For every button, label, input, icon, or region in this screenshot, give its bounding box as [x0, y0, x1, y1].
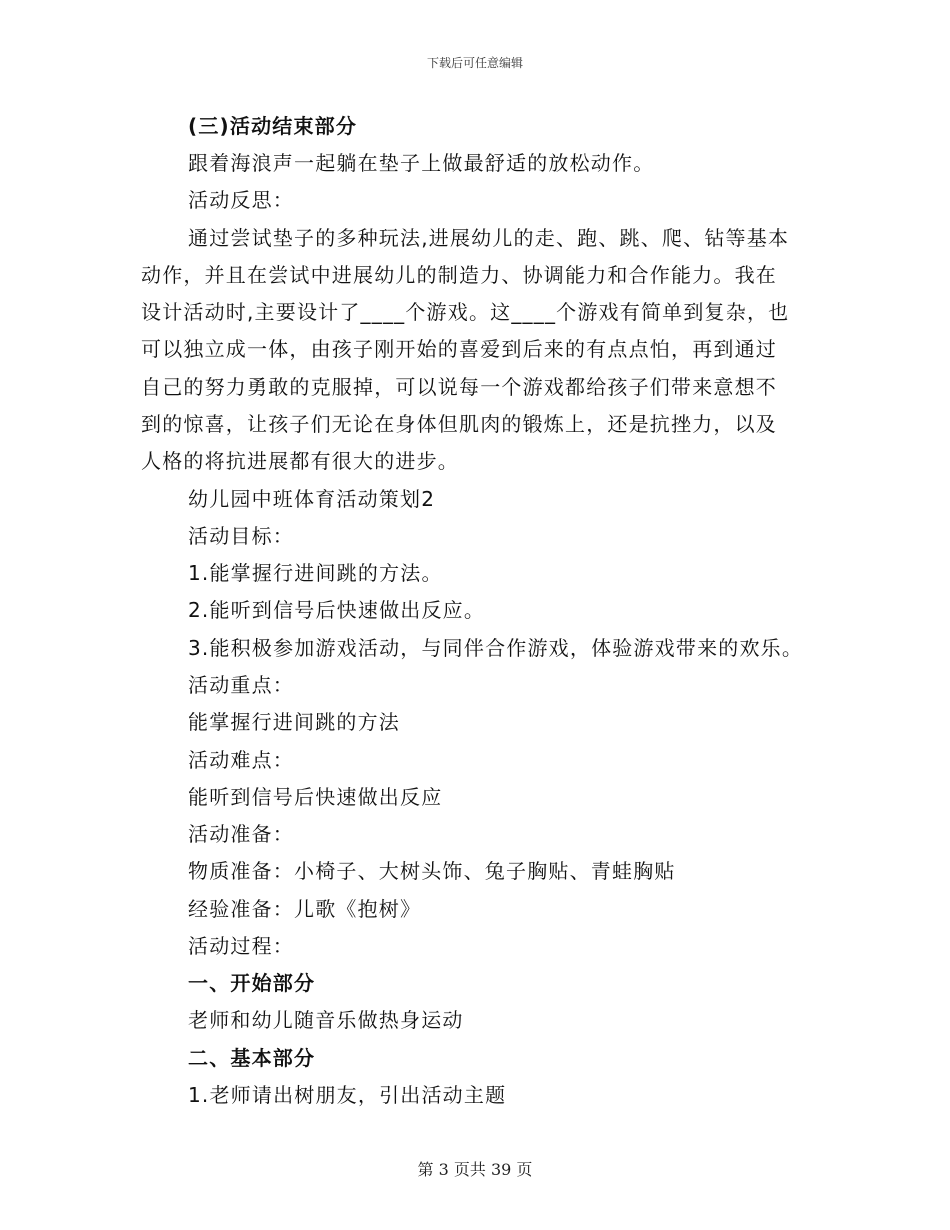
section-heading: (三)活动结束部分	[188, 114, 358, 138]
paragraph-line: 动作，并且在尝试中进展幼儿的制造力、协调能力和合作能力。我在	[141, 263, 777, 287]
paragraph-line: 活动难点：	[188, 748, 294, 772]
paragraph-line: 人格的将抗进展都有很大的进步。	[141, 449, 459, 473]
list-item: 1.老师请出树朋友，引出活动主题	[188, 1083, 507, 1107]
paragraph-line: 活动准备：	[188, 822, 294, 846]
paragraph-line: 老师和幼儿随音乐做热身运动	[188, 1008, 464, 1032]
paragraph-line: 能掌握行进间跳的方法	[188, 710, 400, 734]
paragraph-line: 设计活动时,主要设计了____个游戏。这____个游戏有简单到复杂，也	[141, 300, 790, 324]
paragraph-line: 活动重点：	[188, 673, 294, 697]
paragraph-line: 自己的努力勇敢的克服掉，可以说每一个游戏都给孩子们带来意想不	[141, 375, 777, 399]
page-number: 第 3 页共 39 页	[417, 1160, 533, 1179]
list-item: 3.能积极参加游戏活动，与同伴合作游戏，体验游戏带来的欢乐。	[188, 636, 804, 660]
section-heading: 二、基本部分	[188, 1046, 316, 1070]
page-header: 下载后可任意编辑	[426, 56, 523, 70]
section-heading: 一、开始部分	[188, 971, 316, 995]
list-item: 1.能掌握行进间跳的方法。	[188, 561, 443, 585]
list-item: 2.能听到信号后快速做出反应。	[188, 598, 486, 622]
paragraph-line: 物质准备：小椅子、大树头饰、兔子胸贴、青蛙胸贴	[188, 859, 676, 883]
paragraph-line: 可以独立成一体，由孩子刚开始的喜爱到后来的有点点怕，再到通过	[141, 337, 777, 361]
paragraph-line: 活动过程：	[188, 934, 294, 958]
paragraph-line: 活动反思：	[188, 188, 294, 212]
paragraph-line: 能听到信号后快速做出反应	[188, 785, 443, 809]
paragraph-line: 经验准备：儿歌《抱树》	[188, 897, 422, 921]
paragraph-line: 活动目标：	[188, 524, 294, 548]
paragraph-line: 跟着海浪声一起躺在垫子上做最舒适的放松动作。	[188, 151, 655, 175]
paragraph-line: 到的惊喜，让孩子们无论在身体但肌肉的锻炼上，还是抗挫力，以及	[141, 412, 777, 436]
document-subtitle: 幼儿园中班体育活动策划2	[188, 487, 436, 511]
paragraph-line: 通过尝试垫子的多种玩法,进展幼儿的走、跑、跳、爬、钻等基本	[188, 226, 790, 250]
